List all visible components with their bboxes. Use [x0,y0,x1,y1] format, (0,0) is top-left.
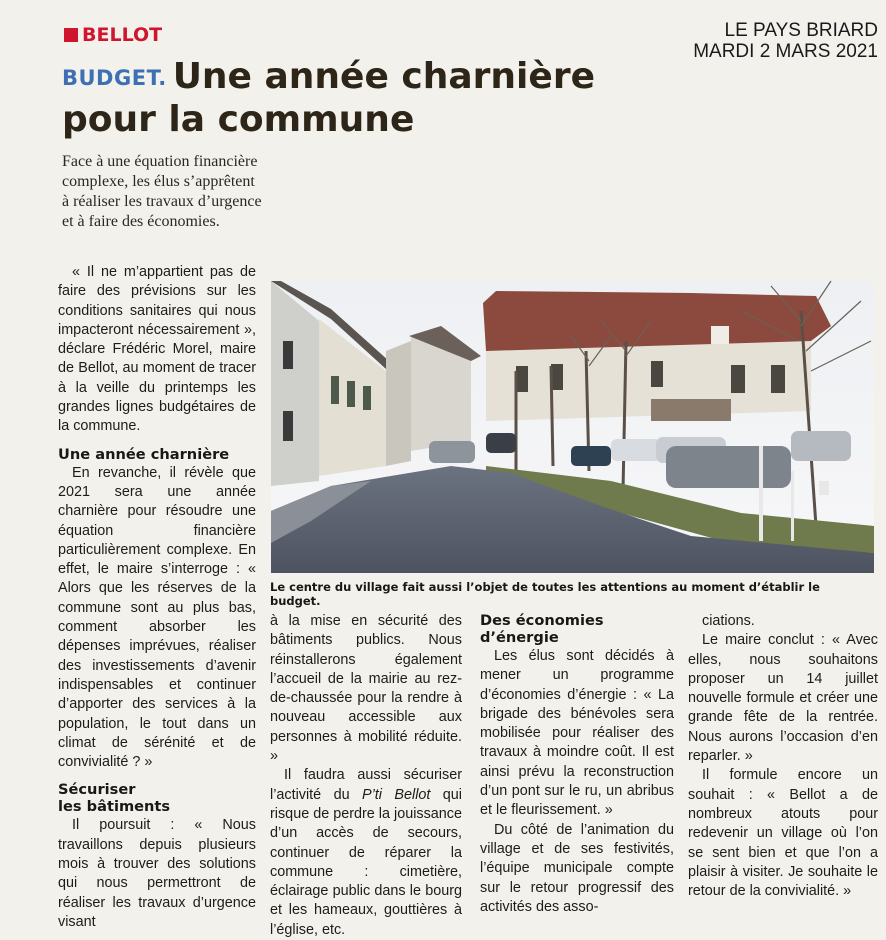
headline-tag: BUDGET. [62,66,167,90]
paragraph: En revanche, il révèle que 2021 sera une année charnière pour résoudre une équation financière particulièrement complexe. En effet, le maire s’interroge : « Alors que les réserves de la commune sont au plus bas, comment absorber les dépenses imprévues, réaliser des investissements d’avenir indispensables et continuer d’apporter des services à la population, le tout dans un climat de sérénité et de convivialité ? » [58,464,256,771]
subheading [58,781,256,815]
paragraph: Il formule encore un souhait : « Bellot a de nombreux atouts pour redevenir un village où l’on se sent bien et que l’on a plaisir à visiter. Je souhaite le retour de la convivialité. » [688,767,878,900]
subheading [480,612,674,646]
subheading-line1: Sécuriser [58,781,136,799]
association-name: P’ti Bellot [362,786,431,803]
text-run: Il faudra aussi sécuriser l’activité du [270,767,462,803]
paragraph: « Il ne m’appartient pas de faire des prévisions sur les conditions sanitaires qui nous impacteront nécessairement », déclare Frédéric Morel, maire de Bellot, au moment de tracer à la veille du printemps les grandes lignes budgétaires de la commune. [58,264,256,435]
subheading-line1: Des économies [480,612,604,629]
headline-title-line1: Une année charnière [172,56,595,97]
publication-date: MARDI 2 MARS 2021 [693,41,878,62]
kicker-label: BELLOT [82,24,163,46]
paragraph: à la mise en sécurité des bâtiments publics. Nous réinstallerons également l’accueil de la mairie au rez-de-chaussée pour la rendre à nouveau accessible aux personnes à mobilité réduite. » [270,613,462,765]
subheading-line2: les bâtiments [58,798,171,816]
text-run: qui risque de perdre la jouissance d’un accès de secours, continuer de réparer la commune : cimetière, éclairage public dans le bourg et les hameaux, gouttières à l’église, etc. [270,786,462,938]
village-photo-illustration [271,281,874,573]
village-photo [271,281,874,573]
subheading-line2: d’énergie [480,629,559,646]
paragraph: Les élus sont décidés à mener un programme d’économies d’énergie : « La brigade des bénévoles sera mobilisée pour réaliser des travaux à moindre coût. Il est ainsi prévu la reconstruction d’un pont sur le ru, un abribus et le fleurissement. » [480,648,674,819]
article-column-3 [480,612,674,917]
article-headline [62,56,682,141]
headline-title-line2: pour la commune [62,99,415,140]
paragraph [270,766,462,940]
newspaper-name: LE PAYS BRIARD [724,20,878,41]
paragraph: Le maire conclut : « Avec elles, nous souhaitons proposer un 14 juillet nouvelle formule et créer une grande fête de la rentrée. Nous aurons l’occasion d’en reparler. » [688,632,878,765]
subheading: Une année charnière [58,445,230,463]
newspaper-source [693,20,878,62]
photo-caption: Le centre du village fait aussi l’objet de toutes les attentions au moment d’établir le budget. [270,580,820,608]
kicker-square-icon [64,28,78,42]
article-lead: Face à une équation financière complexe, les élus s’apprêtent à réaliser les travaux d’urgence et à faire des économies. [62,153,262,230]
paragraph: Il poursuit : « Nous travaillons depuis plusieurs mois à trouver des solutions qui nous permettront de réaliser les travaux d’urgence visant [58,817,256,930]
article-column-4 [688,612,878,901]
section-kicker [64,24,162,46]
article-column-1 [58,263,256,932]
article-column-2 [270,612,462,940]
paragraph: ciations. [702,613,755,629]
paragraph: Du côté de l’animation du village et de ses festivités, l’équipe municipale compte sur le retour progressif des activités des asso- [480,821,674,915]
